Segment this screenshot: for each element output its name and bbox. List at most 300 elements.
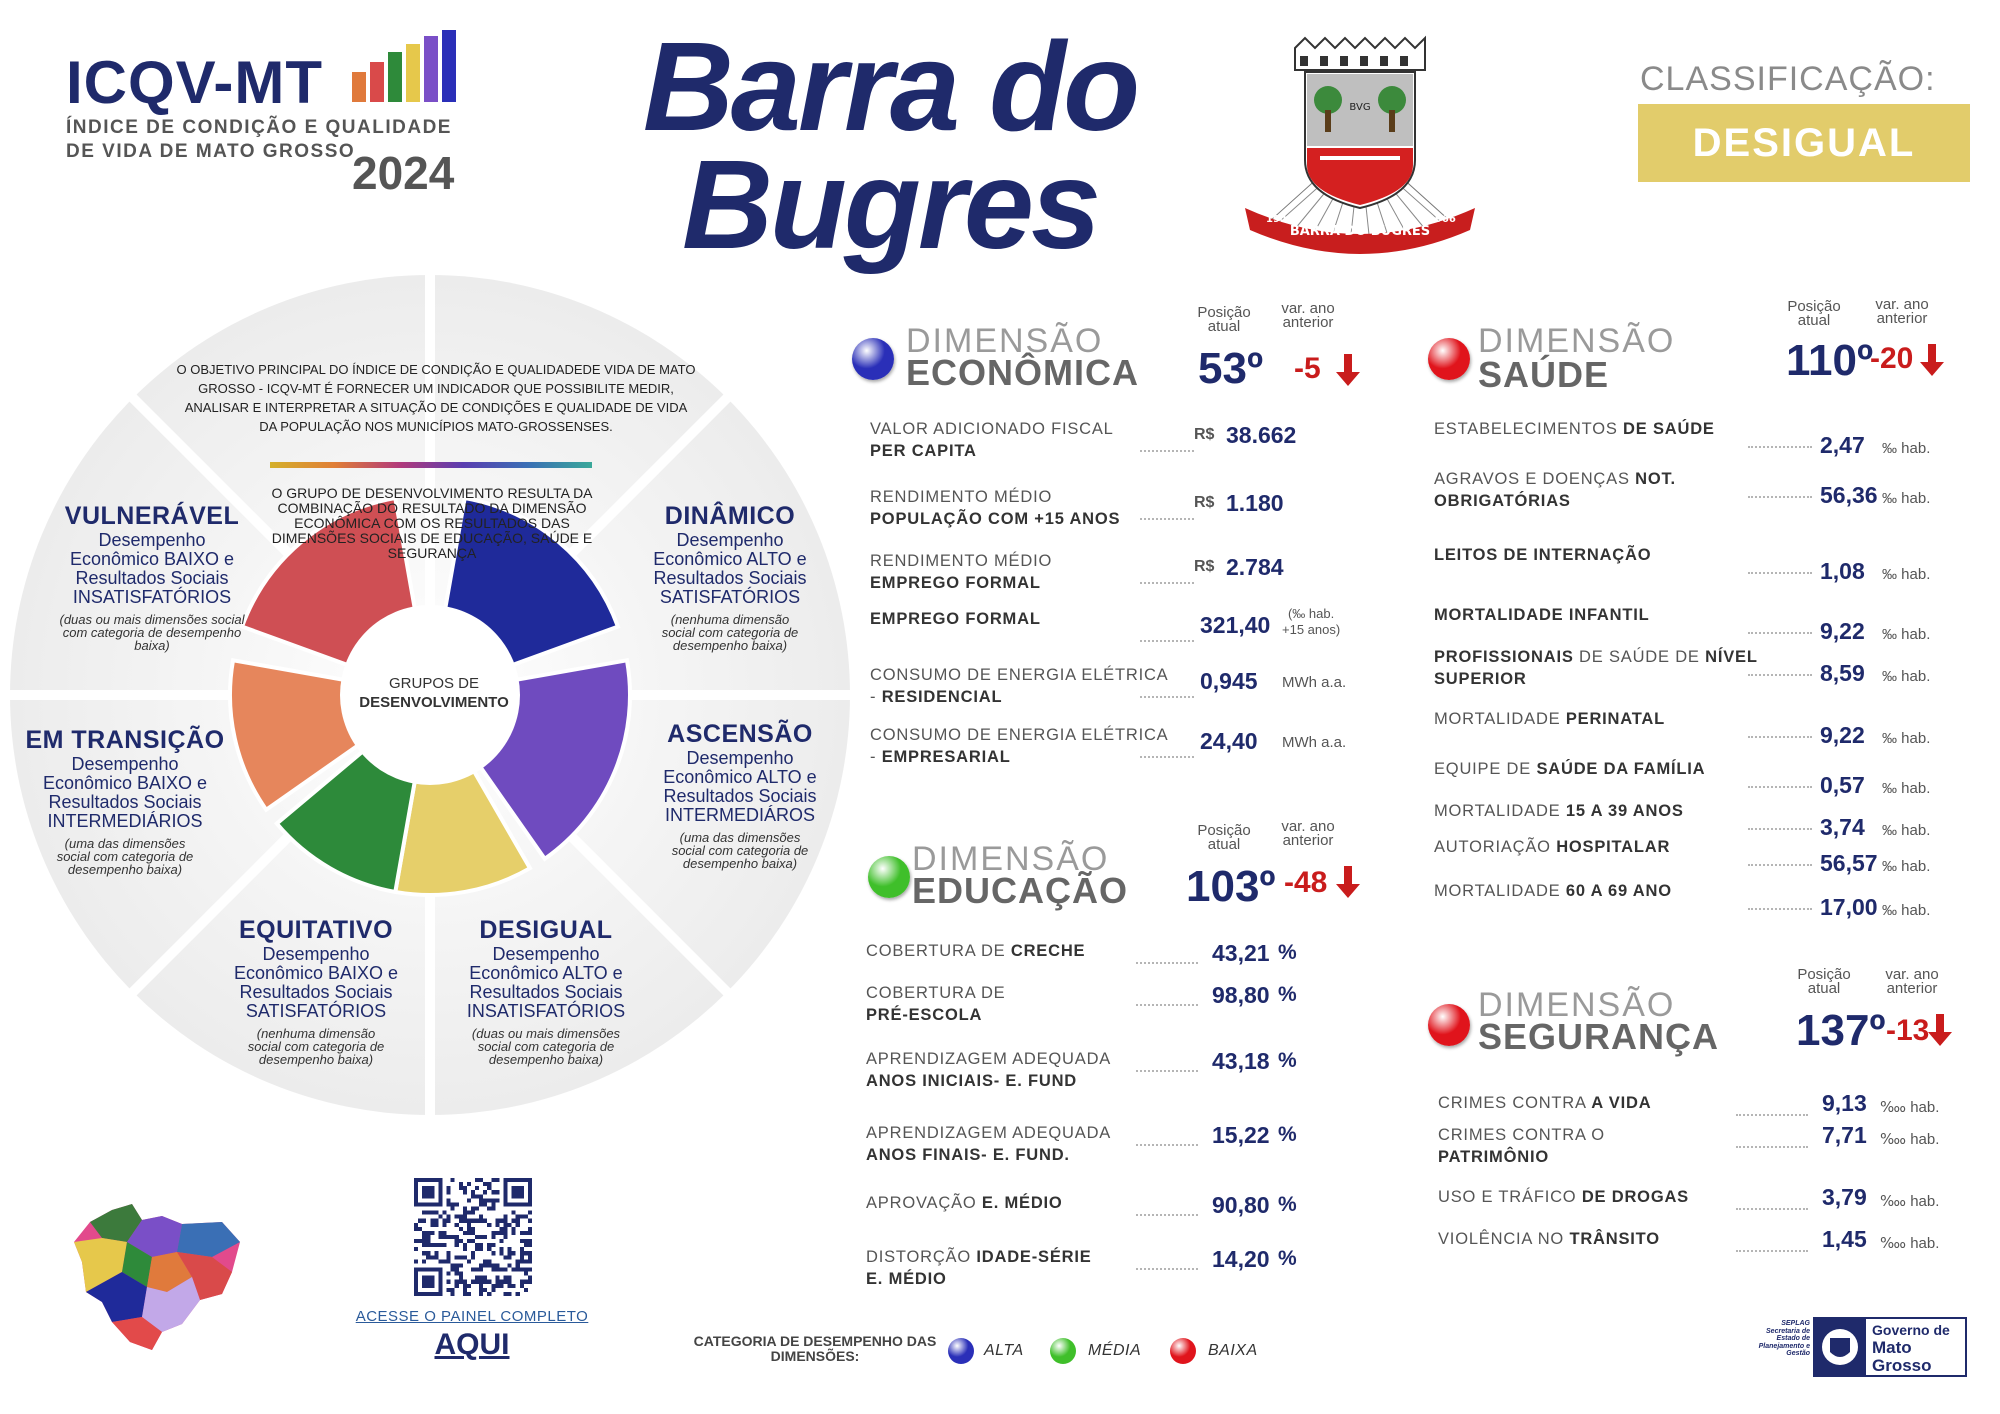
indicator-label-line-1: [1438, 1124, 1758, 1146]
indicator-label-part: OBRIGATÓRIAS: [1434, 492, 1571, 510]
indicator-label-line-1: [870, 418, 1190, 440]
indicator-label-part: NOT.: [1635, 470, 1676, 488]
group-vulneravel: [44, 502, 260, 652]
indicator-label: [1434, 708, 1774, 730]
indicator-label-line-1: [870, 486, 1190, 508]
leader-dots: [1136, 1144, 1198, 1146]
economica-category-dot: [852, 338, 894, 380]
mato-grosso-map-icon: [72, 1202, 242, 1352]
group-note: (nenhuma dimensão social com categoria de desempenho baixa): [661, 612, 799, 653]
gov-line-1: Governo de: [1872, 1322, 1950, 1338]
indicator-label-part: ANOS INICIAIS- E. FUND: [866, 1072, 1078, 1090]
indicator-value: 2,47: [1820, 432, 1865, 458]
indicator-unit: ‰ hab.: [1882, 626, 1931, 643]
variation-label-1: var. ano: [1875, 296, 1929, 313]
indicator-unit: MWh a.a.: [1282, 734, 1347, 751]
leader-dots: [1136, 962, 1198, 964]
leader-dots: [1748, 736, 1812, 738]
index-logo-title: ICQV-MT: [66, 49, 323, 116]
group-desc-3: Resultados Sociais: [653, 568, 807, 588]
indicator-value: 0,57: [1820, 772, 1865, 798]
group-note: (duas ou mais dimensões social com categoria de desempenho baixa): [471, 1026, 621, 1067]
indicator-value: 14,20: [1212, 1246, 1270, 1272]
indicator-label-part: EMPREGO FORMAL: [870, 610, 1041, 628]
indicator-label: [870, 608, 1190, 630]
indicator-label-part: RENDIMENTO MÉDIO: [870, 552, 1053, 570]
group-desc-1: Desempenho: [98, 530, 206, 550]
indicator-unit: ‱ hab.: [1880, 1099, 1940, 1116]
indicator-unit: ‰ hab.: [1882, 858, 1931, 875]
leader-dots: [1748, 674, 1812, 676]
indicator-label-line-1: [1434, 880, 1774, 902]
educacao-dimension-name: EDUCAÇÃO: [912, 870, 1129, 911]
indicator-label-line-1: [1434, 418, 1774, 440]
leader-dots: [1140, 582, 1194, 584]
indicator-label-part: PER CAPITA: [870, 442, 977, 460]
leader-dots: [1736, 1114, 1808, 1116]
indicator-label-part: EMPREGO FORMAL: [870, 574, 1041, 592]
leader-dots: [1736, 1146, 1808, 1148]
leader-dots: [1140, 518, 1194, 520]
leader-dots: [1736, 1250, 1808, 1252]
saude-dimension-name: SAÚDE: [1478, 354, 1610, 395]
leader-dots: [1136, 1004, 1198, 1006]
seguranca-position-label: [1792, 968, 1856, 996]
group-desc-1: Desempenho: [262, 944, 370, 964]
indicator-label-part: CONSUMO DE ENERGIA ELÉTRICA: [870, 726, 1169, 744]
indicator-label-line-2: [1434, 668, 1774, 690]
indicator-value: 24,40: [1200, 728, 1258, 754]
group-desc-3: Resultados Sociais: [663, 786, 817, 806]
position-label-2: atual: [1797, 312, 1831, 329]
group-em-transicao: [22, 726, 228, 876]
gov-line-3: Grosso: [1872, 1356, 1932, 1375]
indicator-label-line-1: [866, 1122, 1166, 1144]
legend-label-alta: ALTA: [984, 1342, 1024, 1359]
group-title: VULNERÁVEL: [64, 502, 240, 530]
leader-dots: [1736, 1208, 1808, 1210]
seplag-text: SEPLAG Secretaria de Estado de Planejamento e Gestão: [1758, 1320, 1810, 1357]
indicator-value: 321,40: [1200, 612, 1271, 638]
indicator-value: 38.662: [1226, 422, 1297, 448]
indicator-unit: ‱ hab.: [1880, 1235, 1940, 1252]
indicator-label-line-2: [1438, 1146, 1758, 1168]
indicator-unit: ‱ hab.: [1880, 1193, 1940, 1210]
indicator-label: [1438, 1186, 1758, 1208]
indicator-label-part: PATRIMÔNIO: [1438, 1148, 1549, 1166]
classification-badge: DESIGUAL: [1638, 104, 1970, 182]
indicator-label-part: MORTALIDADE INFANTIL: [1434, 606, 1650, 624]
leader-dots: [1748, 446, 1812, 448]
position-label-1: Posição: [1797, 966, 1851, 983]
group-desc-2: Econômico BAIXO e: [42, 773, 208, 793]
indicator-label: [870, 418, 1190, 462]
seguranca-dimension-name: SEGURANÇA: [1478, 1016, 1720, 1057]
indicator-label-part: APRENDIZAGEM ADEQUADA: [866, 1050, 1112, 1068]
indicator-value: 9,13: [1822, 1090, 1867, 1116]
position-label-1: Posição: [1787, 298, 1841, 315]
indicator-label-part: A VIDA: [1591, 1094, 1652, 1112]
indicator-unit: ‰ hab.: [1882, 780, 1931, 797]
dashboard-here-link[interactable]: AQUI: [434, 1328, 510, 1361]
indicator-unit: MWh a.a.: [1282, 674, 1347, 691]
indicator-label-part: CRIMES CONTRA: [1438, 1094, 1592, 1112]
educacao-variation-label: [1268, 820, 1348, 848]
indicator-unit: %: [1278, 941, 1297, 964]
economica-variation-value: -5: [1294, 352, 1321, 385]
indicator-label-line-1: [870, 664, 1190, 686]
indicator-label-part: RENDIMENTO MÉDIO: [870, 488, 1053, 506]
indicator-label-line-2: [866, 1070, 1166, 1092]
variation-label-2: anterior: [1282, 832, 1334, 849]
indicator-value: 2.784: [1226, 554, 1284, 580]
indicator-label: [1434, 544, 1774, 566]
crest-year-left: 1944: [1266, 214, 1294, 225]
group-desc-4: SATISFATÓRIOS: [245, 1001, 387, 1021]
indicator-label-part: PERINATAL: [1565, 710, 1666, 728]
leader-dots: [1748, 908, 1812, 910]
indicator-unit: ‰ hab.: [1882, 902, 1931, 919]
indicator-value: 7,71: [1822, 1122, 1867, 1148]
municipal-crest-icon: [1240, 30, 1480, 255]
indicator-label-line-1: [1438, 1186, 1758, 1208]
legend-dot-alta: [948, 1338, 974, 1364]
indicator-label-line-2: [1434, 490, 1774, 512]
indicator-label-part: DISTORÇÃO: [866, 1248, 977, 1266]
down-arrow-icon: [1336, 354, 1360, 386]
indicator-label-part: 15 A 39 ANOS: [1565, 802, 1684, 820]
indicator-label-part: RESIDENCIAL: [881, 688, 1003, 706]
indicator-label: [870, 664, 1190, 708]
indicator-label-line-1: [1434, 800, 1774, 822]
indicator-value: 3,74: [1820, 814, 1865, 840]
indicator-label-line-1: [866, 1192, 1166, 1214]
group-title: DINÂMICO: [664, 502, 796, 530]
indicator-label: [866, 1122, 1166, 1166]
indicator-label-part: LEITOS DE INTERNAÇÃO: [1434, 546, 1652, 564]
indicator-label-part: AUTORIAÇÃO: [1434, 838, 1557, 856]
indicator-value: 15,22: [1212, 1122, 1270, 1148]
saude-category-dot: [1428, 338, 1470, 380]
indicator-label: [870, 550, 1190, 594]
indicator-label-line-1: [1438, 1228, 1758, 1250]
leader-dots: [1140, 640, 1194, 642]
group-title: DESIGUAL: [479, 916, 613, 944]
indicator-label-part: SUPERIOR: [1434, 670, 1527, 688]
indicator-label-line-1: [866, 1048, 1166, 1070]
group-title: EM TRANSIÇÃO: [25, 726, 225, 754]
indicator-value: 3,79: [1822, 1184, 1867, 1210]
indicator-unit: %: [1278, 1123, 1297, 1146]
indicator-label-part: EQUIPE DE: [1434, 760, 1537, 778]
leader-dots: [1748, 496, 1812, 498]
down-arrow-icon: [1920, 344, 1944, 376]
indicator-unit: ‰ hab.: [1882, 440, 1931, 457]
variation-label-1: var. ano: [1885, 966, 1939, 983]
indicator-value: 9,22: [1820, 618, 1865, 644]
indicator-label: [1434, 836, 1774, 858]
variation-label-1: var. ano: [1281, 300, 1335, 317]
indicator-unit: ‰ hab.: [1882, 566, 1931, 583]
indicator-label: [866, 1246, 1166, 1290]
indicator-value: 1.180: [1226, 490, 1284, 516]
indicator-label-part: DE SAÚDE: [1623, 420, 1715, 438]
legend-dot-baixa: [1170, 1338, 1196, 1364]
indicator-value: 56,36: [1820, 482, 1878, 508]
group-desc-2: Econômico BAIXO e: [69, 549, 235, 569]
unit-line-2: +15 anos): [1282, 622, 1341, 637]
saude-variation-value: -20: [1870, 342, 1914, 375]
group-definition-text: O GRUPO DE DESENVOLVIMENTO RESULTA DA COMBINAÇÃO DO RESULTADO DA DIMENSÃO ECONÔMICA COM OS RESULTADOS DAS DIMENSÕES SOCIAIS DE EDUCAÇÃO, SAÚDE E SEGURANÇA: [271, 485, 593, 561]
seguranca-category-dot: [1428, 1004, 1470, 1046]
indicator-label-part: MORTALIDADE: [1434, 710, 1566, 728]
indicator-unit: %: [1278, 1193, 1297, 1216]
group-desc-1: Desempenho: [71, 754, 179, 774]
indicator-label-part: APRENDIZAGEM ADEQUADA: [866, 1124, 1112, 1142]
indicator-label: [1434, 758, 1774, 780]
indicator-label-part: PROFISSIONAIS: [1434, 648, 1574, 666]
legend-dot-media: [1050, 1338, 1076, 1364]
indicator-label-line-1: [870, 724, 1190, 746]
economica-position-label: [1192, 306, 1256, 334]
leader-dots: [1748, 572, 1812, 574]
indicator-label: [1438, 1092, 1758, 1114]
down-arrow-icon: [1928, 1014, 1952, 1046]
group-equitativo: [216, 916, 416, 1066]
indicator-label-part: MORTALIDADE: [1434, 882, 1566, 900]
variation-label-1: var. ano: [1281, 818, 1335, 835]
indicator-label-part: POPULAÇÃO COM +15 ANOS: [870, 510, 1121, 528]
index-year: 2024: [352, 147, 455, 199]
group-note: (uma das dimensões social com categoria de desempenho baixa): [56, 836, 194, 877]
indicator-label-part: 60 A 69 ANO: [1565, 882, 1672, 900]
crest-year-right: 1966: [1428, 214, 1456, 225]
indicator-label-part: DE SAÚDE DE: [1573, 648, 1706, 666]
indicator-label-part: ANOS FINAIS- E. FUND.: [866, 1146, 1070, 1164]
indicator-label-line-2: [866, 1268, 1166, 1290]
seguranca-variation-value: -13: [1886, 1014, 1930, 1047]
indicator-unit: %: [1278, 983, 1297, 1006]
indicator-label: [1434, 468, 1774, 512]
group-desc-4: INTERMEDIÁROS: [664, 805, 815, 825]
indicator-unit: %: [1278, 1247, 1297, 1270]
indicator-label: [1434, 880, 1774, 902]
economica-dimension-label: DIMENSÃO: [906, 322, 1104, 360]
position-label-2: atual: [1207, 836, 1241, 853]
group-desc-1: Desempenho: [676, 530, 784, 550]
indicator-label: [870, 724, 1190, 768]
indicator-label-line-1: [1438, 1092, 1758, 1114]
leader-dots: [1140, 450, 1194, 452]
leader-dots: [1136, 1070, 1198, 1072]
indicator-value: 56,57: [1820, 850, 1878, 876]
indicator-label-part: CRECHE: [1010, 942, 1086, 960]
indicator-unit: ‰ hab.: [1882, 668, 1931, 685]
indicator-value: 98,80: [1212, 982, 1270, 1008]
indicator-label: [1434, 800, 1774, 822]
indicator-label-line-1: [1434, 708, 1774, 730]
indicator-unit: [1282, 606, 1340, 638]
svg-text:BVG: BVG: [1349, 102, 1371, 113]
indicator-label-part: VALOR ADICIONADO FISCAL: [870, 420, 1114, 438]
qr-code-icon[interactable]: [414, 1178, 532, 1296]
wheel-center-line-1: GRUPOS DE: [388, 675, 479, 692]
indicator-label: [1438, 1228, 1758, 1250]
indicator-label-line-1: [1434, 646, 1774, 668]
educacao-position-value: 103º: [1186, 862, 1276, 911]
indicator-label-part: NÍVEL: [1705, 648, 1758, 666]
indicator-unit: ‰ hab.: [1882, 730, 1931, 747]
indicator-label-part: E. MÉDIO: [866, 1270, 947, 1288]
indicator-label: [866, 1192, 1166, 1214]
group-desigual: [446, 916, 646, 1066]
indicator-value: 1,08: [1820, 558, 1865, 584]
indicator-label-part: APROVAÇÃO: [866, 1194, 982, 1212]
group-desc-2: Econômico ALTO e: [469, 963, 623, 983]
indicator-value: 0,945: [1200, 668, 1258, 694]
indicator-unit: ‰ hab.: [1882, 822, 1931, 839]
indicator-label-part: HOSPITALAR: [1556, 838, 1671, 856]
saude-variation-label: [1862, 298, 1942, 326]
unit-line-1: (‰ hab.: [1287, 606, 1335, 621]
leader-dots: [1748, 828, 1812, 830]
gov-line-2: Mato: [1872, 1338, 1912, 1357]
indicator-label-part: ESTABELECIMENTOS: [1434, 420, 1624, 438]
seguranca-variation-label: [1872, 968, 1952, 996]
leader-dots: [1748, 864, 1812, 866]
indicator-value: 8,59: [1820, 660, 1865, 686]
indicator-value: 43,18: [1212, 1048, 1270, 1074]
group-desc-3: Resultados Sociais: [239, 982, 393, 1002]
group-desc-3: Resultados Sociais: [469, 982, 623, 1002]
group-desc-4: INSATISFATÓRIOS: [466, 1001, 626, 1021]
position-label-2: atual: [1207, 318, 1241, 335]
group-desc-3: Resultados Sociais: [75, 568, 229, 588]
variation-label-2: anterior: [1876, 310, 1928, 327]
indicator-label-part: CONSUMO DE ENERGIA ELÉTRICA: [870, 666, 1169, 684]
indicator-label-line-1: [866, 982, 1166, 1004]
indicator-value: 17,00: [1820, 894, 1878, 920]
indicator-unit: ‰ hab.: [1882, 490, 1931, 507]
indicator-label-line-1: [870, 608, 1190, 630]
group-desc-4: INTERMEDIÁRIOS: [47, 811, 203, 831]
indicator-label-part: CRIMES CONTRA O: [1438, 1126, 1605, 1144]
currency-symbol: R$: [1194, 494, 1215, 511]
indicator-label-part: DE DROGAS: [1581, 1188, 1689, 1206]
indicator-value: 43,21: [1212, 940, 1270, 966]
indicator-value: 90,80: [1212, 1192, 1270, 1218]
variation-label-2: anterior: [1282, 314, 1334, 331]
leader-dots: [1140, 756, 1194, 758]
group-desc-2: Econômico BAIXO e: [233, 963, 399, 983]
legend-label-media: MÉDIA: [1088, 1342, 1142, 1359]
position-label-2: atual: [1807, 980, 1841, 997]
indicator-label-part: E. MÉDIO: [981, 1194, 1063, 1212]
indicator-label-line-1: [1434, 544, 1774, 566]
indicator-label: [866, 940, 1166, 962]
indicator-label-part: MORTALIDADE: [1434, 802, 1566, 820]
indicator-label: [1438, 1124, 1758, 1168]
group-desc-3: Resultados Sociais: [48, 792, 202, 812]
group-title: EQUITATIVO: [238, 916, 394, 944]
wheel-center-line-2: DESENVOLVIMENTO: [359, 694, 509, 711]
indicator-label-part: AGRAVOS E DOENÇAS: [1434, 470, 1636, 488]
indicator-label-line-1: [870, 550, 1190, 572]
educacao-dimension-label: DIMENSÃO: [912, 840, 1110, 878]
indicator-label-line-2: [866, 1144, 1166, 1166]
indicator-label: [1434, 418, 1774, 440]
indicator-label-line-1: [1434, 468, 1774, 490]
leader-dots: [1136, 1214, 1198, 1216]
group-dinamico: [630, 502, 830, 652]
gradient-divider: [270, 462, 592, 468]
indicator-label: [870, 486, 1190, 530]
indicator-label: [866, 982, 1166, 1026]
group-ascensao: [640, 720, 840, 870]
indicator-label-line-1: [866, 940, 1166, 962]
indicator-label-line-2: [866, 1004, 1166, 1026]
group-note: (duas ou mais dimensões social com categoria de desempenho baixa): [59, 612, 245, 653]
indicator-label-part: USO E TRÁFICO: [1438, 1188, 1582, 1206]
seguranca-dimension-label: DIMENSÃO: [1478, 986, 1676, 1024]
bar-chart-logo-icon: [352, 30, 458, 102]
indicator-unit: %: [1278, 1049, 1297, 1072]
crest-city-label: BARRA DO BUGRES: [1289, 224, 1431, 239]
indicator-value: 1,45: [1822, 1226, 1867, 1252]
group-title: ASCENSÃO: [667, 720, 813, 748]
full-dashboard-link[interactable]: ACESSE O PAINEL COMPLETO: [355, 1308, 589, 1325]
indicator-label-line-1: [1434, 758, 1774, 780]
indicator-label: [866, 1048, 1166, 1092]
wheel-center-label: [346, 674, 522, 712]
indicator-label-part: -: [870, 688, 882, 706]
legend-label-baixa: BAIXA: [1208, 1342, 1258, 1359]
index-objective-text: O OBJETIVO PRINCIPAL DO ÍNDICE DE CONDIÇÃO E QUALIDADEDE VIDA DE MATO GROSSO - ICQV-MT É FORNECER UM INDICADOR QUE POSSIBILITE MEDIR, ANALISAR E INTERPRETAR A SITUAÇÃO DE CONDIÇÕES E QUALIDADE DE VIDA DA POPULAÇÃO NOS MUNICÍPIOS MATO-GROSSENSES.: [176, 362, 696, 434]
saude-position-value: 110º: [1786, 336, 1874, 385]
indicator-label-line-1: [866, 1246, 1166, 1268]
leader-dots: [1748, 632, 1812, 634]
government-logo: [1748, 1316, 1970, 1378]
position-label-1: Posição: [1197, 304, 1251, 321]
indicator-label-part: PRÉ-ESCOLA: [866, 1006, 983, 1024]
leader-dots: [1748, 786, 1812, 788]
city-name: Barra do Bugres: [642, 16, 1138, 275]
leader-dots: [1136, 1268, 1198, 1270]
indicator-label-part: -: [870, 748, 882, 766]
indicator-label-part: COBERTURA DE: [866, 984, 1006, 1002]
educacao-category-dot: [868, 856, 910, 898]
indicator-label-part: TRÂNSITO: [1569, 1230, 1660, 1248]
group-note: (nenhuma dimensão social com categoria de desempenho baixa): [247, 1026, 385, 1067]
economica-dimension-name: ECONÔMICA: [906, 352, 1139, 393]
indicator-label-line-1: [1434, 836, 1774, 858]
group-desc-4: INSATISFATÓRIOS: [72, 587, 232, 607]
educacao-position-label: [1192, 824, 1256, 852]
group-desc-2: Econômico ALTO e: [663, 767, 817, 787]
saude-dimension-label: DIMENSÃO: [1478, 322, 1676, 360]
category-legend-label: CATEGORIA DE DESEMPENHO DAS DIMENSÕES:: [693, 1333, 937, 1364]
group-desc-2: Econômico ALTO e: [653, 549, 807, 569]
group-desc-1: Desempenho: [686, 748, 794, 768]
indicator-label-part: VIOLÊNCIA NO: [1438, 1230, 1570, 1248]
down-arrow-icon: [1336, 866, 1360, 898]
indicator-label-part: COBERTURA DE: [866, 942, 1011, 960]
group-desc-1: Desempenho: [492, 944, 600, 964]
indicator-label-part: SAÚDE DA FAMÍLIA: [1536, 760, 1706, 778]
educacao-variation-value: -48: [1284, 866, 1328, 899]
currency-symbol: R$: [1194, 426, 1215, 443]
indicator-unit: ‱ hab.: [1880, 1131, 1940, 1148]
